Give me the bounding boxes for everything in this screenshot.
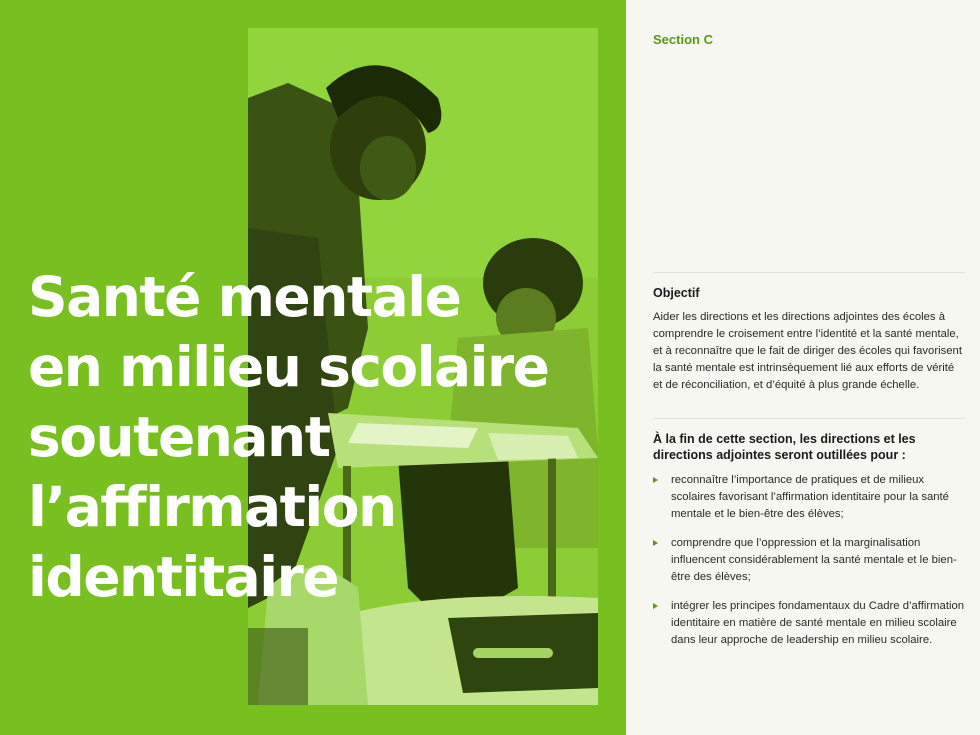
divider [653,418,965,419]
list-item [653,472,965,523]
objective-body: Aider les directions et les directions adjointes des écoles à comprendre le croisement entre l’identité et la santé mentale, et à reconnaître que le fait de diriger des écoles qui favorisent la santé mentale est intrinsèquement lié aux efforts de vérité et de réconciliation, et d’équité à plus grande échelle. [653,311,962,391]
title-line: Santé mentale [28,265,461,329]
title-line: soutenant [28,405,330,469]
triangle-bullet-icon [653,477,658,483]
document-title [28,262,626,612]
list-item-text: reconnaître l’importance de pratiques et de milieux scolaires favorisant l’affirmation identitaire pour la santé mentale et le bien-être des élèves; [671,474,949,520]
objective-heading: Objectif [653,286,700,300]
triangle-bullet-icon [653,603,658,609]
list-item [653,535,965,586]
section-label: Section C [653,32,713,47]
list-item-text: intégrer les principes fondamentaux du Cadre d’affirmation identitaire en matière de santé mentale en milieu scolaire dans leur approche de leadership en milieu scolaire. [671,600,965,646]
title-line: identitaire [28,545,339,609]
outcomes-list [653,472,965,661]
title-line: en milieu scolaire [28,335,549,399]
outcomes-heading: À la fin de cette section, les directions et les directions adjointes seront outillées pour : [653,432,916,462]
right-panel [626,0,980,735]
list-item-text: comprendre que l’oppression et la marginalisation influencent considérablement la santé mentale et le bien-être des élèves; [671,537,957,583]
list-item [653,598,965,649]
title-line: l’affirmation [28,475,396,539]
triangle-bullet-icon [653,540,658,546]
divider [653,272,965,273]
